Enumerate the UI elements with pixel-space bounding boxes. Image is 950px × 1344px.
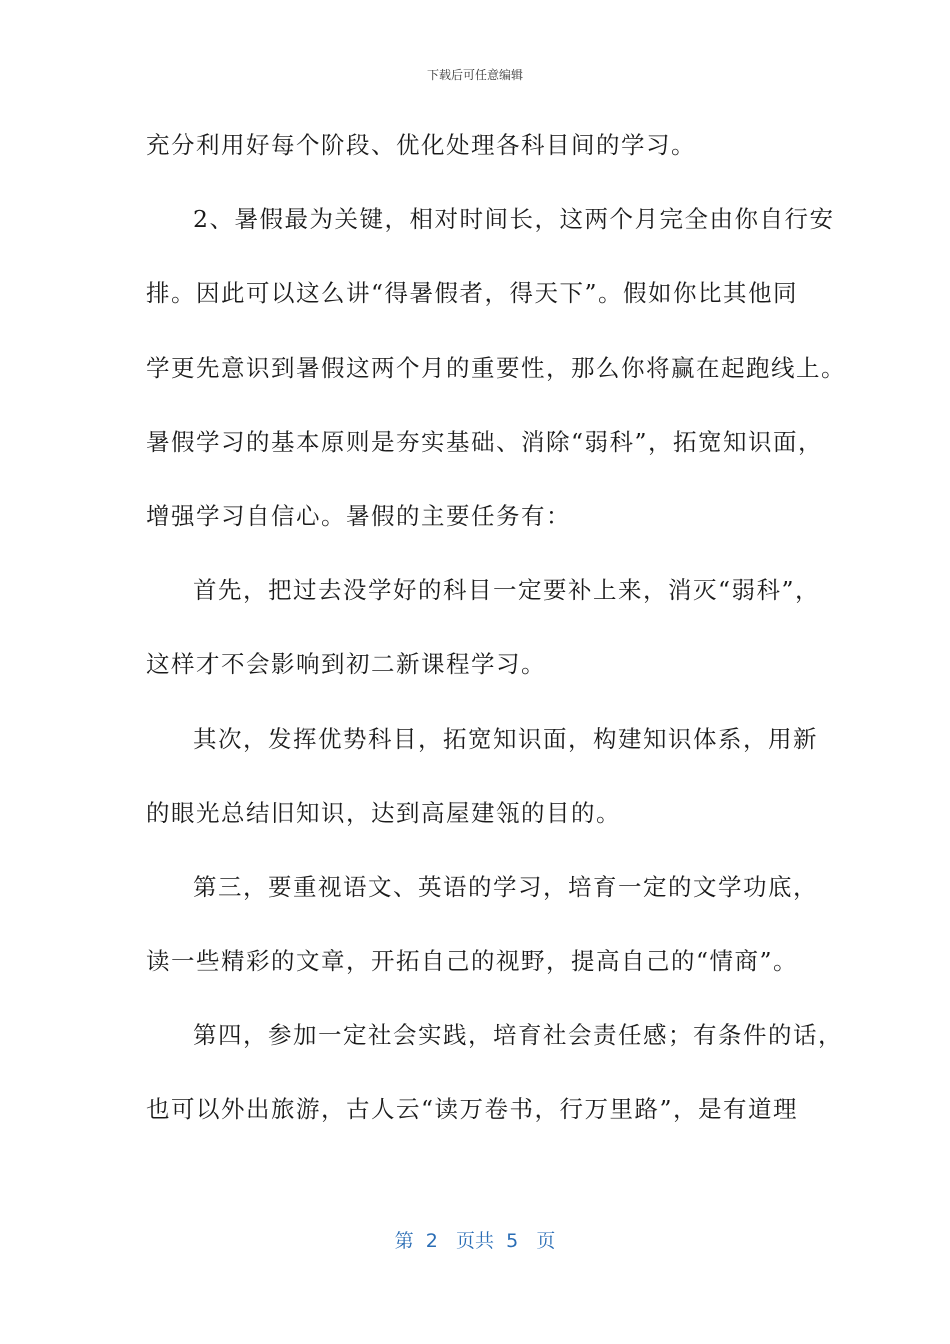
paragraph-line: 暑假学习的基本原则是夯实基础、消除“弱科”，拓宽知识面， [146, 427, 824, 456]
paragraph-line: 的眼光总结旧知识，达到高屋建瓴的目的。 [146, 798, 621, 827]
footer-prefix: 第 [394, 1230, 414, 1252]
page-header: 下载后可任意编辑 [426, 68, 523, 82]
paragraph-line: 首先，把过去没学好的科目一定要补上来，消灭“弱科”， [193, 576, 821, 605]
paragraph-line: 2、暑假最为关键，相对时间长，这两个月完全由你自行安 [193, 205, 835, 234]
paragraph-line: 充分利用好每个阶段、优化处理各科目间的学习。 [146, 131, 696, 159]
paragraph-line: 第四，参加一定社会实践，培育社会责任感；有条件的话， [193, 1021, 843, 1050]
paragraph-line: 第三，要重视语文、英语的学习，培育一定的文学功底， [193, 872, 818, 901]
paragraph-line: 增强学习自信心。暑假的主要任务有： [146, 501, 571, 530]
paragraph-line: 其次，发挥优势科目，拓宽知识面，构建知识体系，用新 [193, 724, 818, 753]
paragraph-line: 这样才不会影响到初二新课程学习。 [146, 650, 546, 679]
document-body [146, 118, 846, 1157]
paragraph-line: 读一些精彩的文章，开拓自己的视野，提高自己的“情商”。 [146, 947, 799, 976]
paragraph-line: 排。因此可以这么讲“得暑假者，得天下”。假如你比其他同 [146, 279, 799, 308]
footer-middle: 页共 [455, 1230, 494, 1252]
paragraph-line: 也可以外出旅游，古人云“读万卷书，行万里路”，是有道理 [146, 1095, 799, 1124]
page-footer [0, 1226, 950, 1253]
current-page-number: 2 [425, 1230, 438, 1252]
footer-suffix: 页 [536, 1230, 556, 1252]
total-pages-number: 5 [506, 1230, 519, 1252]
paragraph-line: 学更先意识到暑假这两个月的重要性，那么你将赢在起跑线上。 [146, 353, 846, 382]
